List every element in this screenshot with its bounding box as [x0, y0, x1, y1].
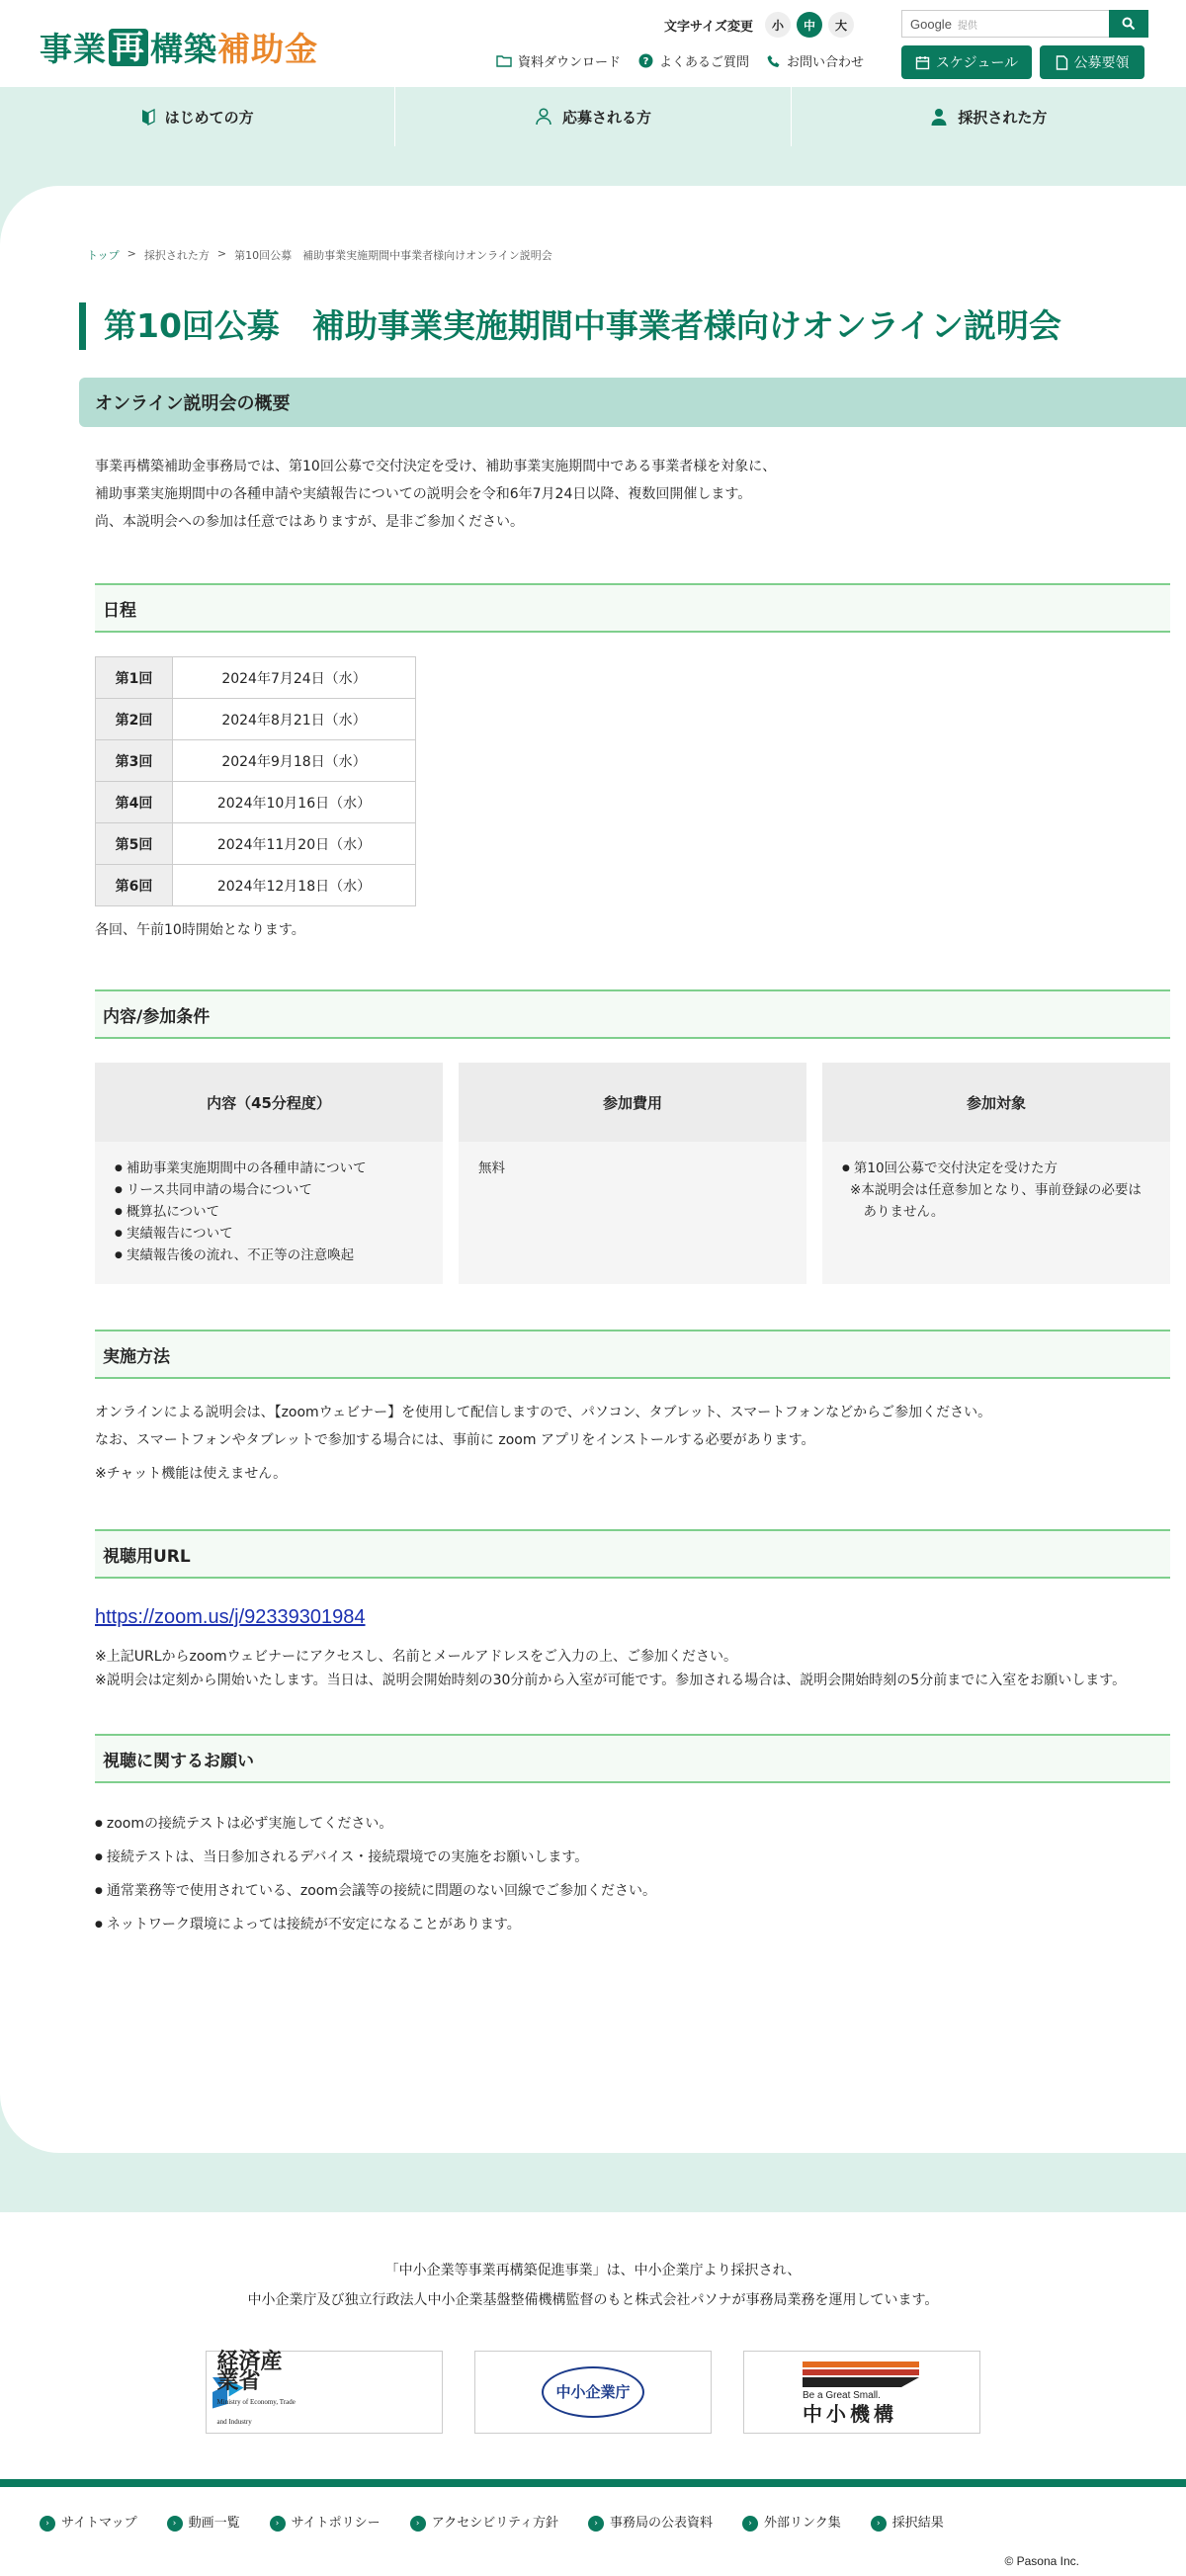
- overview-line: 事業再構築補助金事務局では、第10回公募で交付決定を受け、補助事業実施期間中である事業者様を対象に、: [95, 459, 777, 474]
- partner-logos: [0, 2351, 1186, 2434]
- requests-list: [95, 1807, 1186, 1941]
- site-logo[interactable]: [40, 24, 318, 70]
- breadcrumb: [87, 247, 1186, 263]
- search-button[interactable]: [1109, 10, 1148, 38]
- schedule-heading: 日程: [95, 583, 1170, 633]
- fee-value: 無料: [478, 1160, 505, 1176]
- chevron-right-icon: ›: [588, 2516, 604, 2532]
- smrj-logo-name: 中小機構: [803, 2402, 897, 2426]
- meti-logo-name: 経済産業省: [216, 2350, 283, 2394]
- logo-text-accent: 補助金: [217, 30, 318, 68]
- chevron-right-icon: ›: [871, 2516, 887, 2532]
- phone-icon: [767, 54, 781, 68]
- person-filled-icon: [930, 108, 948, 126]
- list-item: ● ネットワーク環境によっては接続が不安定になることがあります。: [95, 1908, 1186, 1941]
- breadcrumb-separator: >: [216, 247, 227, 260]
- nav-tab-first-time-label: はじめての方: [164, 108, 254, 127]
- footer-text-line: 「中小企業等事業再構築促進事業」は、中小企業庁より採択され、: [384, 2263, 802, 2278]
- method-line: なお、スマートフォンやタブレットで参加する場合には、事前に zoom アプリをインストールする必要があります。: [95, 1432, 815, 1448]
- list-item: ● zoomの接続テストは必ず実施してください。: [95, 1807, 1186, 1841]
- document-icon: [1056, 55, 1068, 70]
- table-row: [96, 865, 416, 906]
- table-row: [96, 823, 416, 865]
- footer-link-sitemap[interactable]: [40, 2509, 137, 2538]
- person-outline-icon: [535, 108, 552, 126]
- font-size-label: 文字サイズ変更: [664, 19, 753, 35]
- faq-link[interactable]: [638, 51, 749, 70]
- list-item: ● 実績報告について: [115, 1223, 423, 1245]
- session-date: 2024年9月18日（水）: [173, 740, 416, 782]
- footer-link-label: 採択結果: [891, 2516, 944, 2531]
- table-row: [96, 699, 416, 740]
- nav-tab-applicants[interactable]: [395, 87, 791, 146]
- chevron-right-icon: ›: [40, 2516, 55, 2532]
- session-number: 第6回: [96, 865, 173, 906]
- conditions-cards: [95, 1063, 1186, 1284]
- footer-link-results[interactable]: [871, 2509, 944, 2538]
- svg-text:?: ?: [642, 56, 649, 67]
- main-nav: [0, 87, 1186, 146]
- session-date: 2024年11月20日（水）: [173, 823, 416, 865]
- url-notes: [95, 1645, 1170, 1692]
- contact-link[interactable]: [767, 51, 864, 70]
- target-list: [842, 1158, 1150, 1179]
- footer-link-policy[interactable]: [270, 2509, 381, 2538]
- copyright: © Pasona Inc.: [1004, 2554, 1079, 2568]
- list-item: ● 補助事業実施期間中の各種申請について: [115, 1158, 423, 1179]
- smrj-logo[interactable]: [743, 2351, 980, 2434]
- footer-divider: [0, 2479, 1186, 2487]
- search-input[interactable]: [901, 10, 1109, 38]
- target-card-title: 参加対象: [822, 1063, 1170, 1142]
- overview-line: 補助事業実施期間中の各種申請や実績報告についての説明会を令和6年7月24日以降、複数回開催します。: [95, 486, 752, 502]
- session-date: 2024年8月21日（水）: [173, 699, 416, 740]
- list-item: ● 実績報告後の流れ、不正等の注意喚起: [115, 1245, 423, 1266]
- conditions-heading: 内容/参加条件: [95, 989, 1170, 1039]
- content-card-title: 内容（45分程度）: [95, 1063, 443, 1142]
- footer-text-line: 中小企業庁及び独立行政法人中小企業基盤整備機構監督のもと株式会社パソナが事務局業務を運用しています。: [247, 2292, 939, 2308]
- session-number: 第3回: [96, 740, 173, 782]
- content-frame: [0, 146, 1186, 2212]
- session-number: 第5回: [96, 823, 173, 865]
- footer-link-label: 事務局の公表資料: [610, 2516, 714, 2531]
- meti-logo[interactable]: [206, 2351, 443, 2434]
- breadcrumb-adopted-link[interactable]: 採択された方: [143, 249, 210, 262]
- method-line: オンラインによる説明会は、【zoomウェビナー】を使用して配信しますので、パソコン、タブレット、スマートフォンなどからご参加ください。: [95, 1405, 992, 1420]
- table-row: [96, 657, 416, 699]
- font-size-medium-button[interactable]: 中: [797, 12, 822, 38]
- sme-agency-logo-name: 中小企業庁: [542, 2366, 644, 2418]
- page-title: 第10回公募 補助事業実施期間中事業者様向けオンライン説明会: [79, 302, 1186, 350]
- breadcrumb-separator: >: [127, 247, 136, 260]
- footer-link-accessibility[interactable]: [410, 2509, 558, 2538]
- footer-link-label: サイトマップ: [61, 2516, 137, 2531]
- chevron-right-icon: ›: [167, 2516, 183, 2532]
- footer-link-label: アクセシビリティ方針: [431, 2516, 558, 2531]
- session-date: 2024年10月16日（水）: [173, 782, 416, 823]
- question-icon: [638, 53, 653, 68]
- url-note: ※説明会は定刻から開始いたします。当日は、説明会開始時刻の30分前から入室が可能です。参加される場合は、説明会開始時刻の5分前までに入室をお願いします。: [95, 1673, 1127, 1688]
- logo-text-box: 再: [109, 29, 148, 66]
- schedule-button-label: スケジュール: [935, 55, 1019, 71]
- meti-logo-en: Ministry of Economy, Trade and Industry: [216, 2398, 296, 2426]
- session-number: 第2回: [96, 699, 173, 740]
- schedule-button[interactable]: [901, 45, 1032, 79]
- font-size-large-button[interactable]: 大: [828, 12, 854, 38]
- list-item: ● 概算払について: [115, 1201, 423, 1223]
- nav-tab-adopted-label: 採択された方: [958, 108, 1048, 127]
- session-number: 第4回: [96, 782, 173, 823]
- footer-link-label: サイトポリシー: [291, 2516, 381, 2531]
- nav-tab-adopted[interactable]: [792, 87, 1186, 146]
- beginner-mark-icon: [141, 108, 155, 126]
- smrj-logo-tagline: Be a Great Small.: [803, 2390, 881, 2401]
- faq-link-label: よくあるご質問: [659, 55, 750, 70]
- url-note: ※上記URLからzoomウェビナーにアクセスし、名前とメールアドレスをご入力の上、ご参加ください。: [95, 1649, 737, 1665]
- search-icon: [1122, 17, 1136, 31]
- footer-link-external[interactable]: [742, 2509, 841, 2538]
- method-heading: 実施方法: [95, 1330, 1170, 1379]
- nav-tab-applicants-label: 応募される方: [561, 108, 651, 127]
- overview-text: [95, 453, 1186, 536]
- download-link-label: 資料ダウンロード: [518, 55, 622, 70]
- session-date: 2024年12月18日（水）: [173, 865, 416, 906]
- list-item: ● 接続テストは、当日参加されるデバイス・接続環境での実施をお願いします。: [95, 1841, 1186, 1874]
- schedule-table: [95, 656, 416, 906]
- font-size-switcher: [664, 12, 854, 38]
- list-item: ● 通常業務等で使用されている、zoom会議等の接続に問題のない回線でご参加ください。: [95, 1874, 1186, 1908]
- site-footer: [0, 2212, 1186, 2576]
- footer-link-videos[interactable]: [167, 2509, 240, 2538]
- content-list: [115, 1158, 423, 1266]
- logo-text-pre: 事業: [40, 30, 107, 68]
- method-text: [95, 1399, 1186, 1488]
- overview-heading: オンライン説明会の概要: [79, 378, 1186, 427]
- fee-card-title: 参加費用: [459, 1063, 806, 1142]
- font-size-small-button[interactable]: 小: [765, 12, 791, 38]
- smrj-logo-mark: [803, 2361, 921, 2387]
- search-brand-sub: 提供: [957, 20, 977, 32]
- content-panel: [0, 186, 1186, 2153]
- chevron-right-icon: ›: [742, 2516, 758, 2532]
- footer-link-public-docs[interactable]: [588, 2509, 713, 2538]
- url-heading: 視聴用URL: [95, 1529, 1170, 1579]
- table-row: [96, 740, 416, 782]
- requests-heading: 視聴に関するお願い: [95, 1734, 1170, 1783]
- table-row: [96, 782, 416, 823]
- site-header: [0, 0, 1186, 87]
- site-search: [901, 10, 1148, 38]
- chevron-right-icon: ›: [270, 2516, 286, 2532]
- session-date: 2024年7月24日（水）: [173, 657, 416, 699]
- chevron-right-icon: ›: [410, 2516, 426, 2532]
- list-item: ● リース共同申請の場合について: [115, 1179, 423, 1201]
- target-note: ※本説明会は任意参加となり、事前登録の必要はありません。: [850, 1182, 1142, 1220]
- nav-tab-first-time[interactable]: [0, 87, 395, 146]
- content-card: [95, 1063, 443, 1284]
- method-note: ※チャット機能は使えません。: [95, 1466, 288, 1482]
- overview-line: 尚、本説明会への参加は任意ではありますが、是非ご参加ください。: [95, 514, 524, 530]
- breadcrumb-top-link[interactable]: トップ: [87, 249, 120, 262]
- list-item: ● 第10回公募で交付決定を受けた方: [842, 1158, 1150, 1179]
- guidelines-button[interactable]: [1040, 45, 1144, 79]
- target-card: [822, 1063, 1170, 1284]
- footer-nav: [0, 2487, 1186, 2538]
- footer-link-label: 外部リンク集: [764, 2516, 841, 2531]
- contact-link-label: お問い合わせ: [787, 55, 865, 70]
- calendar-icon: [915, 55, 930, 70]
- logo-text-mid: 構築: [150, 30, 217, 68]
- breadcrumb-current: 第10回公募 補助事業実施期間中事業者様向けオンライン説明会: [234, 249, 552, 262]
- fee-card: [459, 1063, 806, 1284]
- session-number: 第1回: [96, 657, 173, 699]
- search-brand: Google: [910, 16, 952, 32]
- sme-agency-logo[interactable]: [474, 2351, 712, 2434]
- zoom-url-link[interactable]: https://zoom.us/j/92339301984: [95, 1606, 366, 1628]
- folder-icon: [496, 54, 512, 67]
- header-subnav: [496, 51, 864, 70]
- guidelines-button-label: 公募要領: [1073, 55, 1130, 71]
- download-link[interactable]: [496, 51, 621, 70]
- schedule-note: 各回、午前10時開始となります。: [95, 922, 305, 938]
- footer-link-label: 動画一覧: [188, 2516, 240, 2531]
